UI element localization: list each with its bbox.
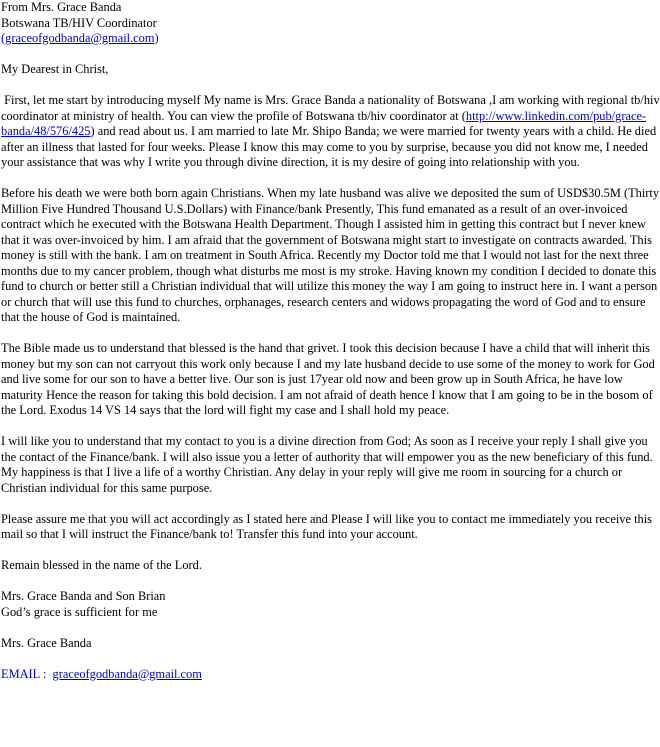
profile-link[interactable]: http://www.linkedin.com/pub/grace-banda/48/576/425 xyxy=(1,108,647,138)
footer-email-link[interactable]: graceofgodbanda@gmail.com xyxy=(52,666,202,681)
paragraph-introduction-text-b: ) and read about us. I am married to late Mr. Shipo Banda; we were married for twenty years with a child. He died after an illness that lasted for four weeks. Please I know this may come to you by surprise, because you did not know me, I needed your assistance that was why I write you through divine direction, it is my desire of going into relationship with you. xyxy=(1,124,657,169)
signature-block xyxy=(1,589,660,620)
title-line: Botswana TB/HIV Coordinator xyxy=(1,15,157,30)
signature-line-1: Mrs. Grace Banda and Son Brian xyxy=(1,589,166,603)
footer-email-label: EMAIL : xyxy=(1,666,53,681)
footer-email-line xyxy=(1,667,660,683)
from-line: From Mrs. Grace Banda xyxy=(1,0,122,14)
signature-line-2: God’s grace is sufficient for me xyxy=(1,604,158,619)
paragraph-introduction xyxy=(1,93,660,171)
signature-name: Mrs. Grace Banda xyxy=(1,635,92,650)
paragraph-decision: The Bible made us to understand that blessed is the hand that grivet. I took this decision because I have a child that will inherit this money but my son can not carryout this work only because I and my late husband decide to use some of the money to work for God and live some for our son to have a better live. Our son is just 17year old now and been grow up in South Africa, he have low maturity Hence the reason for taking this bold decision. I am not afraid of death hence I know that I am going to be in the bosom of the Lord. Exodus 14 VS 14 says that the lord will fight my case and I shall hold my peace. xyxy=(1,341,655,417)
email-open-paren: ( xyxy=(1,31,6,45)
greeting: My Dearest in Christ, xyxy=(1,62,109,76)
header-email-line xyxy=(1,31,660,47)
letter-header xyxy=(1,0,660,47)
email-close-paren: ) xyxy=(154,31,159,45)
paragraph-request: Please assure me that you will act accordingly as I stated here and Please I will like you to contact me immediately you receive this mail so that I will instruct the Finance/bank to! Transfer this fund into your account. xyxy=(1,511,652,541)
blessing-line: Remain blessed in the name of the Lord. xyxy=(1,558,202,572)
paragraph-fund: Before his death we were both born again Christians. When my late husband was alive we deposited the sum of USD$30.5M (Thirty Million Five Hundred Thousand U.S.Dollars) with Finance/bank Presently, This fund emanated as a result of an over-invoiced contract which he executed with the Botswana Health Department. Though I assisted him in getting this contract but I never knew that it was over-invoiced by him. I am afraid that the government of Botswana might start to investigate on contracts awarded. This money is still with the bank. I am on treatment in South Africa. Recently my Doctor told me that I would not last for the next three months due to my cancer problem, though what disturbs me most is my stroke. Having known my condition I decided to donate this fund to church or better still a Christian individual that will utilize this money the way I am going to instruct here in. I want a person or church that will use this fund to churches, orphanages, research centers and widows propagating the word of God and to ensure that the house of God is maintained. xyxy=(1,186,660,324)
paragraph-instructions: I will like you to understand that my contact to you is a divine direction from God; As soon as I receive your reply I shall give you the contact of the Finance/bank. I will also issue you a letter of authority that will empower you as the new beneficiary of this fund. My happiness is that I live a life of a worthy Christian. Any delay in your reply will give me room in sourcing for a church or Christian individual for this same purpose. xyxy=(1,434,653,495)
paragraph-introduction-text-a: First, let me start by introducing myself My name is Mrs. Grace Banda a nationality of Botswana ,I am working with regional tb/hiv coordinator at ministry of health. You can view the profile of Botswana tb/hiv coordinator at ( xyxy=(1,93,660,123)
header-email-link[interactable]: graceofgodbanda@gmail.com xyxy=(5,31,155,45)
